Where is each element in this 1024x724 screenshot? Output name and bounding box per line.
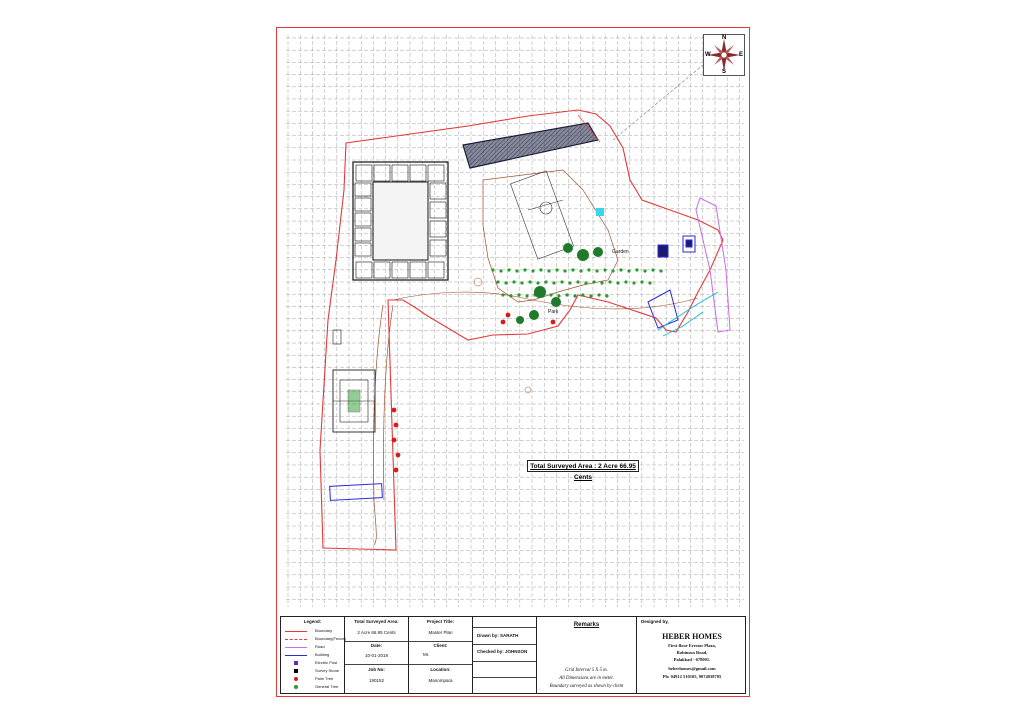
legend-item — [285, 652, 345, 659]
tree — [592, 280, 595, 283]
tree — [512, 280, 515, 283]
legend-symbol — [285, 639, 307, 640]
palm-tree — [394, 423, 399, 428]
room — [392, 165, 408, 181]
palm-tree — [392, 408, 397, 413]
north-arrow — [703, 34, 745, 76]
tree — [563, 269, 566, 272]
remark-line-3: Boundary surveyed as shown by client — [549, 684, 624, 689]
palm-tree — [551, 320, 556, 325]
legend-item — [285, 668, 345, 675]
tree — [605, 294, 608, 297]
road-east — [696, 198, 730, 332]
room — [355, 228, 371, 241]
tree — [579, 269, 582, 272]
palm-tree — [396, 453, 401, 458]
tree — [640, 280, 643, 283]
room — [430, 221, 446, 237]
legend-label: Boundary — [315, 628, 333, 633]
legend-label: Electric Post — [315, 660, 338, 665]
client-value: Mr. — [423, 652, 430, 657]
tree — [504, 281, 507, 284]
remark-line-2: All Dimensions are in meter. — [559, 676, 614, 681]
legend-item — [285, 684, 345, 691]
legend-item — [285, 628, 345, 635]
tree — [509, 294, 512, 297]
tree — [643, 269, 646, 272]
tree — [499, 269, 502, 272]
compass-s: S — [722, 69, 727, 75]
legend-item — [285, 644, 345, 651]
legend-panel — [281, 617, 345, 693]
legend-symbol — [294, 677, 298, 681]
legend-symbol — [285, 631, 307, 632]
tree — [651, 268, 654, 271]
remarks-heading: Remarks — [573, 622, 600, 628]
drawn-by: Drawn by: SARATH — [477, 633, 519, 638]
tree — [547, 269, 550, 272]
tree — [627, 269, 630, 272]
tree — [603, 268, 606, 271]
tree — [608, 280, 611, 283]
remarks-panel — [537, 617, 637, 693]
tree — [557, 294, 560, 297]
legend-item — [285, 676, 345, 683]
room — [355, 183, 371, 196]
tree — [549, 293, 552, 296]
date-label: Date: — [370, 643, 383, 648]
room — [430, 240, 446, 256]
designer-panel — [637, 617, 747, 693]
legend-heading: Legend: — [303, 619, 322, 624]
tree — [584, 281, 587, 284]
room — [428, 165, 444, 181]
room — [374, 165, 390, 181]
tree — [507, 268, 510, 271]
tree — [525, 294, 528, 297]
job-label: Job No: — [368, 667, 385, 672]
tree — [551, 297, 561, 307]
tree — [616, 281, 619, 284]
checked-by: Checked by: JOHNSON — [477, 649, 528, 654]
compass-w: W — [705, 52, 711, 58]
tree — [520, 281, 523, 284]
legend-label: Boundary(Fence) — [315, 636, 346, 641]
tree — [568, 281, 571, 284]
legend-symbol — [285, 655, 307, 656]
legend-symbol — [294, 669, 298, 673]
tree — [544, 280, 547, 283]
tree — [531, 269, 534, 272]
area-value: 2 Acre 66.95 Cents — [357, 630, 396, 635]
legend-label: Road — [315, 644, 325, 649]
legend-label: Building — [315, 652, 330, 657]
tree — [501, 293, 504, 296]
tree — [491, 268, 494, 271]
address-line-3: Palakkad - 678001. — [673, 657, 711, 662]
tree — [624, 280, 627, 283]
access-road — [373, 305, 393, 545]
stream — [658, 292, 718, 336]
tree — [528, 280, 531, 283]
designer-email: heberhomes@gmail.com — [668, 666, 716, 671]
tree — [597, 293, 600, 296]
address-line-2: Robinson Road, — [676, 650, 708, 655]
tree — [659, 269, 662, 272]
tree — [529, 310, 539, 320]
tree — [571, 268, 574, 271]
legend-item — [285, 660, 345, 667]
tree — [595, 269, 598, 272]
legend-symbol — [285, 647, 307, 648]
tennis-court — [333, 370, 375, 432]
designed-by-label: Designed by, — [641, 619, 669, 624]
tree — [593, 247, 603, 257]
tree — [563, 243, 573, 253]
area-label: Total Surveyed Area: — [354, 619, 399, 624]
tree — [635, 268, 638, 271]
tree — [565, 293, 568, 296]
remark-line-1: Grid Interval 5 X 5 m. — [565, 668, 608, 673]
location-label: Location: — [430, 667, 451, 672]
tree — [600, 281, 603, 284]
tree — [515, 269, 518, 272]
tree — [536, 281, 539, 284]
compass-e: E — [739, 52, 744, 58]
compass-n: N — [722, 35, 727, 41]
project-value: Master Plan — [428, 630, 453, 635]
legend-label: Survey Stone — [315, 668, 340, 673]
room — [355, 213, 371, 226]
tree — [577, 249, 589, 261]
legend-symbol — [294, 685, 298, 689]
tree — [555, 268, 558, 271]
tree — [523, 268, 526, 271]
area-date-panel — [345, 617, 409, 693]
room — [410, 165, 426, 181]
designer-phone: Ph: 04912 510105, 9074038705 — [662, 674, 722, 679]
date-value: 10-01-2019 — [364, 653, 389, 658]
legend-item — [285, 636, 345, 643]
site-plan — [278, 30, 748, 615]
room — [430, 202, 446, 218]
palm-tree — [506, 313, 511, 318]
room — [356, 165, 372, 181]
palm-trees — [392, 313, 556, 473]
project-panel — [409, 617, 473, 693]
legend-label: General Tree — [315, 684, 339, 689]
palm-tree — [392, 438, 397, 443]
tree — [581, 293, 584, 296]
label-garden: Garden — [612, 249, 629, 255]
tree — [619, 268, 622, 271]
tree — [552, 281, 555, 284]
room — [355, 243, 371, 256]
company-name: HEBER HOMES — [662, 632, 722, 641]
tree — [632, 281, 635, 284]
label-park: Park — [548, 309, 559, 315]
tree — [516, 316, 524, 324]
address-line-1: First floor Erestor Plaza, — [668, 643, 716, 648]
tree — [587, 268, 590, 271]
tree — [576, 280, 579, 283]
tree — [496, 280, 499, 283]
total-area-label: Total Surveyed Area : 2 Acre 66.95 Cents — [527, 460, 639, 472]
legend-label: Palm Tree — [315, 676, 334, 681]
palm-tree — [394, 468, 399, 473]
tree — [611, 269, 614, 272]
outbuilding-south — [330, 484, 383, 501]
client-label: Client: — [433, 643, 448, 648]
tree — [560, 280, 563, 283]
tree — [573, 294, 576, 297]
tree — [648, 281, 651, 284]
tree — [534, 286, 546, 298]
legend-symbol — [294, 661, 298, 665]
job-value: 190152 — [368, 678, 385, 683]
tree — [539, 268, 542, 271]
project-label: Project Title: — [426, 619, 455, 624]
title-block — [280, 616, 746, 694]
tree — [517, 293, 520, 296]
drawn-checked-panel — [473, 617, 537, 693]
room — [355, 198, 371, 211]
water-tank — [596, 208, 604, 216]
location-value: Manompara — [428, 678, 453, 683]
palm-tree — [501, 320, 506, 325]
tree — [589, 294, 592, 297]
